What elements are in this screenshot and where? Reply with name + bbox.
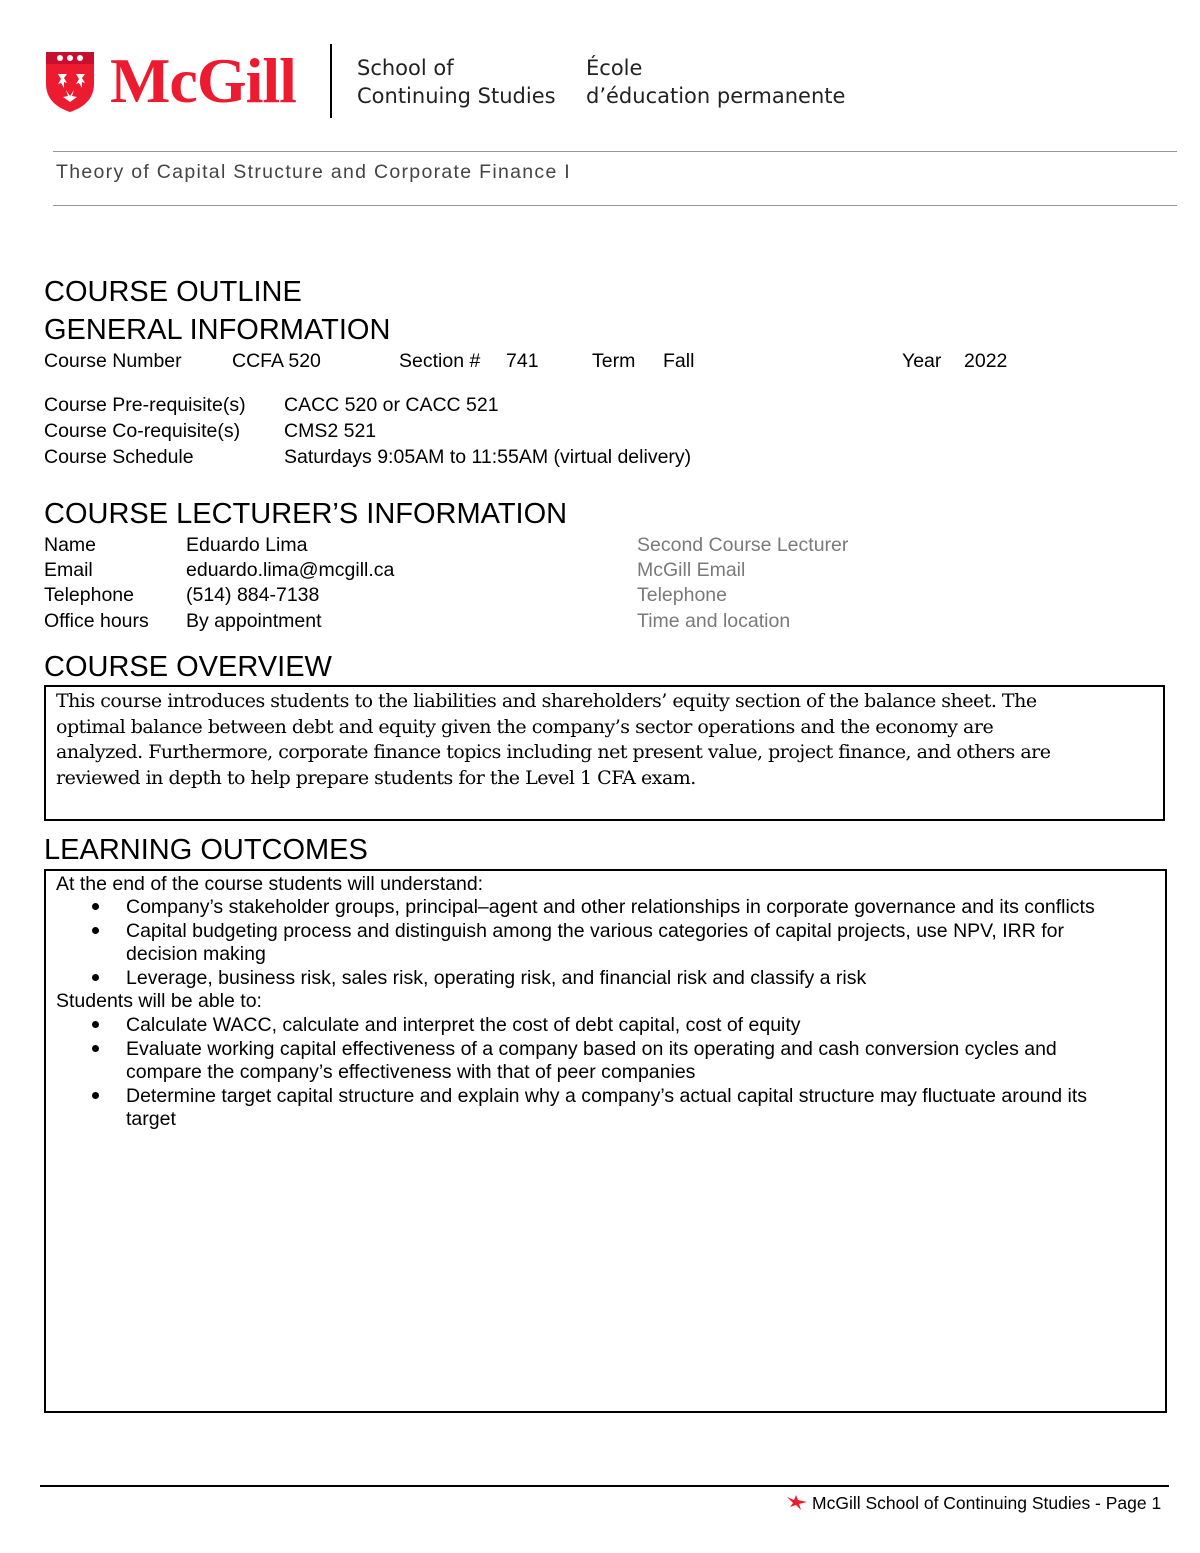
outcome-item: Determine target capital structure and explain why a company’s actual capital structure may fluctuate around its [126,1085,1088,1107]
school-fr-line2: d’éducation permanente [586,84,846,108]
second-lecturer-label: Second Course Lecturer [637,534,849,556]
lecturer-email-value[interactable]: eduardo.lima@mcgill.ca [186,559,395,581]
schedule-value: Saturdays 9:05AM to 11:55AM (virtual delivery) [284,446,692,468]
mcgill-wordmark: McGill [110,45,296,116]
course-overview-text [56,689,1141,791]
footer-page-label: McGill School of Continuing Studies - Page 1 [812,1493,1162,1513]
corequisite-label: Course Co-requisite(s) [44,420,241,442]
learning-outcomes-box [44,869,1167,1413]
logo-divider [330,44,332,118]
outcome-item-continued: decision making [126,943,266,965]
bullet-icon [92,974,99,981]
schedule-label: Course Schedule [44,446,194,468]
lecturer-phone-value: (514) 884-7138 [186,584,320,606]
bullet-icon [92,1092,99,1099]
school-name-fr [586,54,845,110]
bullet-icon [92,927,99,934]
course-number-value: CCFA 520 [232,350,321,372]
term-label: Term [592,350,636,372]
prerequisite-label: Course Pre-requisite(s) [44,394,246,416]
second-lecturer-time-label: Time and location [637,610,791,632]
year-value: 2022 [964,350,1008,372]
overview-line: reviewed in depth to help prepare students for the Level 1 CFA exam. [56,766,696,789]
outcome-item: Capital budgeting process and distinguish among the various categories of capital projects, use NPV, IRR for [126,920,1064,942]
outcome-item: Leverage, business risk, sales risk, operating risk, and financial risk and classify a risk [126,967,867,989]
office-hours-label: Office hours [44,610,149,632]
term-value: Fall [663,350,695,372]
header-rule-bottom [53,205,1177,206]
prerequisite-value: CACC 520 or CACC 521 [284,394,499,416]
overview-line: This course introduces students to the liabilities and shareholders’ equity section of the balance sheet. The [56,690,1037,712]
outcome-item: Company’s stakeholder groups, principal–agent and other relationships in corporate governance and its conflicts [126,896,1095,918]
mcgill-martlet-icon [786,1493,808,1511]
learning-outcomes-heading: LEARNING OUTCOMES [44,834,368,866]
bullet-icon [92,903,99,910]
lecturer-name-label: Name [44,534,97,556]
course-outline-heading: COURSE OUTLINE [44,276,302,308]
lecturer-email-label: Email [44,559,93,581]
bullet-icon [92,1021,99,1028]
mcgill-shield-logo-icon [42,48,98,114]
bullet-icon [92,1045,99,1052]
second-lecturer-email-label: McGill Email [637,559,746,581]
course-title: Theory of Capital Structure and Corporate Finance I [56,161,572,183]
lecturer-phone-label: Telephone [44,584,134,606]
corequisite-value: CMS2 521 [284,420,377,442]
course-number-label: Course Number [44,350,182,372]
outcome-item: Calculate WACC, calculate and interpret the cost of debt capital, cost of equity [126,1014,801,1036]
school-en-line1: School of [357,56,454,80]
section-label: Section # [399,350,481,372]
second-lecturer-phone-label: Telephone [637,584,727,606]
outcome-item-continued: target [126,1108,176,1130]
header-rule-top [53,151,1177,152]
school-en-line2: Continuing Studies [357,84,556,108]
year-label: Year [902,350,942,372]
section-value: 741 [506,350,539,372]
general-information-heading: GENERAL INFORMATION [44,314,391,346]
overview-line: optimal balance between debt and equity given the company’s sector operations and the economy are [56,715,994,738]
lecturer-name-value: Eduardo Lima [186,534,308,556]
course-overview-box [44,685,1165,821]
footer-rule [40,1485,1169,1487]
overview-line: analyzed. Furthermore, corporate finance topics including net present value, project finance, and others are [56,741,1051,763]
outcome-item: Evaluate working capital effectiveness of a company based on its operating and cash conversion cycles and [126,1038,1057,1060]
understand-intro: At the end of the course students will understand: [56,873,484,895]
able-intro: Students will be able to: [56,990,262,1012]
outcome-item-continued: compare the company’s effectiveness with that of peer companies [126,1061,696,1083]
school-name-en [357,54,556,110]
lecturer-info-heading: COURSE LECTURER’S INFORMATION [44,498,568,530]
course-overview-heading: COURSE OVERVIEW [44,651,332,683]
school-fr-line1: École [586,56,643,80]
office-hours-value: By appointment [186,610,322,632]
